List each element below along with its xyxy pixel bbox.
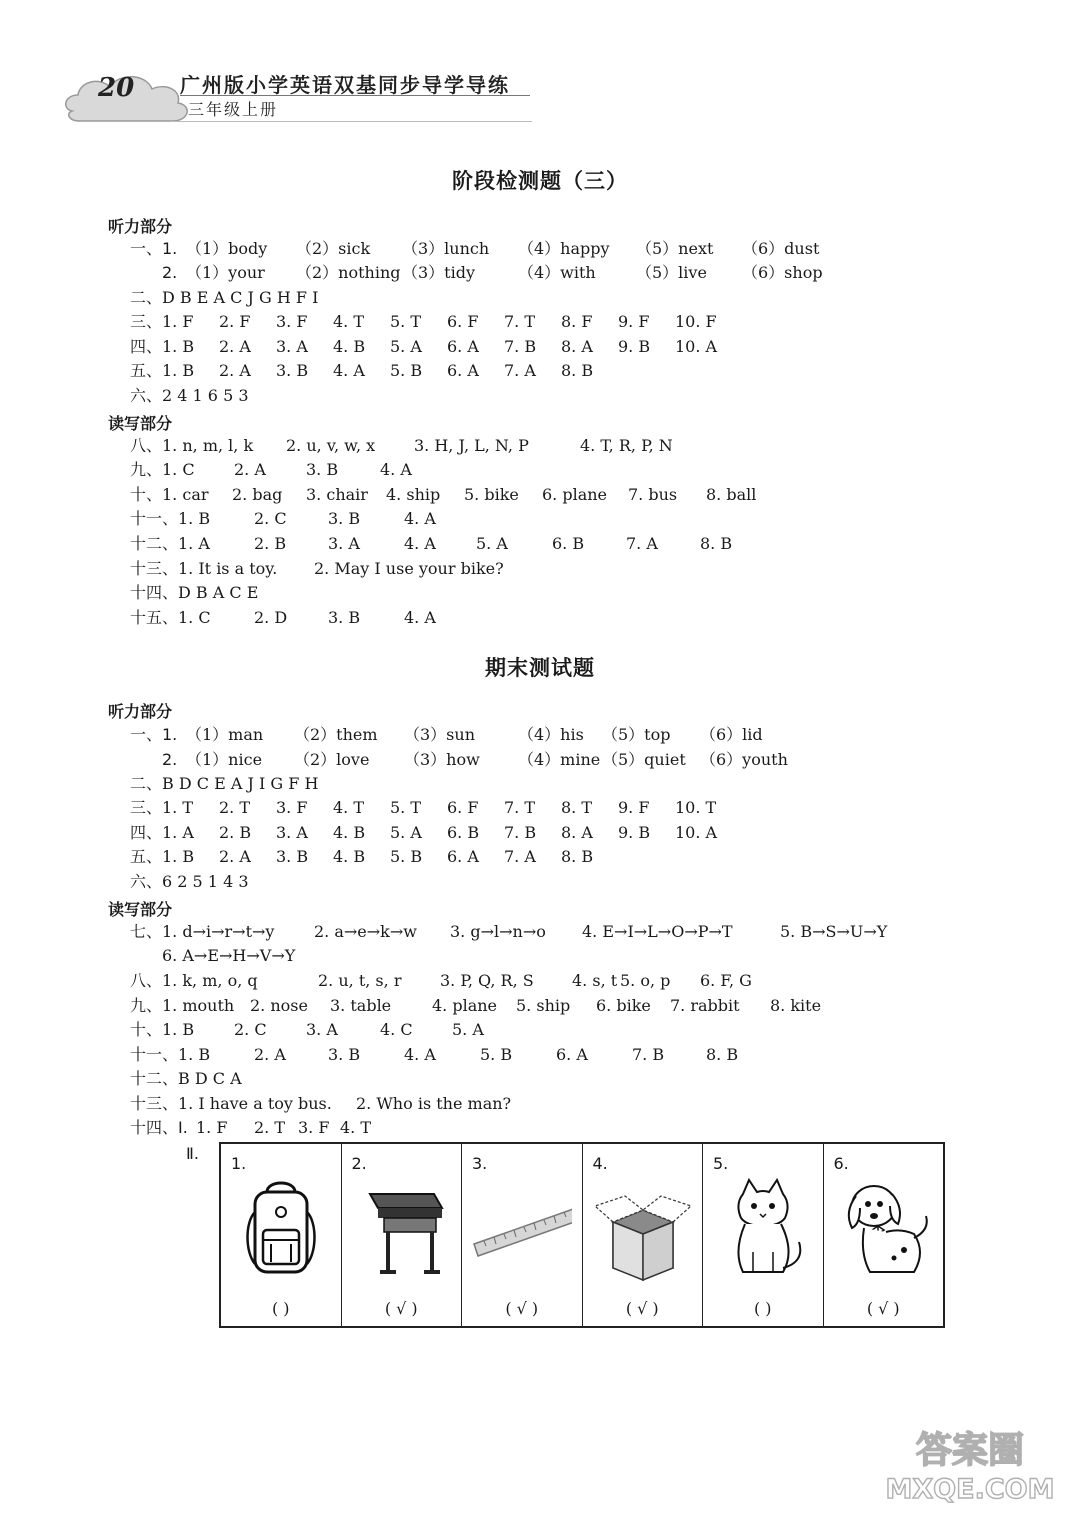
answer-item: 1. F: [196, 1118, 228, 1137]
check-mark: ( ): [271, 1299, 290, 1318]
answer-line: [0, 724, 1080, 746]
answer-item: 2. B: [254, 534, 287, 553]
answer-line: [0, 921, 1080, 943]
answer-item: 7. rabbit: [670, 996, 740, 1015]
check-mark: ( ): [753, 1299, 772, 1318]
answer-item: 9. B: [618, 337, 651, 356]
answer-item: 8. B: [561, 847, 594, 866]
final-listening-label: 听力部分: [108, 702, 173, 721]
answer-item: 1. C: [162, 460, 195, 479]
answer-item: 2. A: [254, 1045, 286, 1064]
answer-item: 2. May I use your bike?: [314, 559, 504, 578]
answer-item: 7. A: [504, 361, 536, 380]
answer-item: 1. B: [162, 847, 195, 866]
watermark-logo: [880, 1416, 1060, 1506]
answer-item: （1）your: [186, 263, 265, 282]
answer-line: [0, 797, 1080, 819]
picture-number: 3.: [472, 1154, 488, 1173]
answer-item: 1. B: [178, 509, 211, 528]
question-label: 十四、: [130, 583, 179, 602]
answer-line: [0, 336, 1080, 358]
answer-item: （1）nice: [186, 750, 263, 769]
answer-item: 6. bike: [596, 996, 651, 1015]
question-label: 四、: [130, 337, 163, 356]
answer-line: [0, 995, 1080, 1017]
question-label: 十一、: [130, 509, 179, 528]
answer-item: （6）youth: [700, 750, 788, 769]
answer-line: [0, 360, 1080, 382]
answer-item: （6）dust: [742, 239, 820, 258]
stage-reading-label: 读写部分: [108, 414, 173, 433]
check-mark: ( √ ): [505, 1299, 539, 1318]
question-label: 十三、: [130, 1094, 179, 1113]
answer-item: （4）mine: [518, 750, 601, 769]
answer-item: （3）how: [404, 750, 480, 769]
answer-line: [0, 1117, 1080, 1139]
answer-line: [0, 508, 1080, 530]
answer-item: 2. C: [234, 1020, 267, 1039]
answer-item: 8. kite: [770, 996, 822, 1015]
answer-item: 4. A: [380, 460, 412, 479]
question-label: 八、: [130, 436, 163, 455]
answer-line: [0, 459, 1080, 481]
page-number: 20: [98, 73, 135, 103]
final-reading-label: 读写部分: [108, 900, 173, 919]
answer-item: 5. T: [390, 312, 422, 331]
answer-line: [0, 822, 1080, 844]
answer-line: [0, 558, 1080, 580]
question-label: 十、: [130, 1020, 163, 1039]
book-subtitle: 三年级上册: [188, 100, 279, 119]
watermark-bottom: MXQE.COM: [885, 1474, 1055, 1505]
picture-cell: [583, 1144, 704, 1326]
answer-item: 2. A: [219, 847, 251, 866]
answer-line: [0, 871, 1080, 893]
answer-item: （1）body: [186, 239, 268, 258]
answer-item: 2 4 1 6 5 3: [162, 386, 249, 405]
answer-item: 4. T: [340, 1118, 372, 1137]
desk-icon: [352, 1172, 452, 1282]
question-label: 十四、Ⅰ.: [130, 1118, 188, 1137]
stage-test-title: 阶段检测题（三）: [452, 169, 628, 193]
answer-item: D B A C E: [178, 583, 259, 602]
answer-item: 1. I have a toy bus.: [178, 1094, 332, 1113]
answer-item: 7. A: [504, 847, 536, 866]
answer-item: 3. g→l→n→o: [450, 922, 546, 941]
answer-item: 3. B: [328, 509, 361, 528]
answer-item: 3. P, Q, R, S: [440, 971, 534, 990]
answer-item: （3）lunch: [402, 239, 490, 258]
answer-line: [0, 749, 1080, 771]
answer-item: 5. B: [480, 1045, 513, 1064]
answer-line: [0, 385, 1080, 407]
answer-item: （4）happy: [518, 239, 610, 258]
question-label: 四、: [130, 823, 163, 842]
answer-item: 6. F, G: [700, 971, 752, 990]
check-mark: ( √ ): [866, 1299, 900, 1318]
answer-item: 3. B: [328, 1045, 361, 1064]
answer-item: 4. B: [333, 847, 366, 866]
question-label: 五、: [130, 847, 163, 866]
question-label: 六、: [130, 386, 163, 405]
question-label: 十二、: [130, 534, 179, 553]
box-icon: [593, 1172, 693, 1282]
answer-item: 8. ball: [706, 485, 757, 504]
answer-item: 1. It is a toy.: [178, 559, 278, 578]
answer-item: （2）sick: [296, 239, 371, 258]
dog-icon: [834, 1172, 934, 1282]
answer-line: [0, 262, 1080, 284]
answer-item: （2）nothing: [296, 263, 401, 282]
answer-item: 3. F: [276, 798, 308, 817]
answer-item: 2. u, v, w, x: [286, 436, 376, 455]
picture-cell: [824, 1144, 944, 1326]
answer-item: 4. B: [333, 823, 366, 842]
answer-item: 8. F: [561, 312, 593, 331]
question-label: 二、: [130, 288, 163, 307]
answer-item: 4. C: [380, 1020, 413, 1039]
question-label: 十、: [130, 485, 163, 504]
cat-icon: [713, 1172, 813, 1282]
answer-item: 6. B: [552, 534, 585, 553]
answer-line: [0, 238, 1080, 260]
answer-item: 1. B: [162, 337, 195, 356]
answer-item: 5. B: [390, 847, 423, 866]
answer-item: （3）tidy: [402, 263, 476, 282]
answer-item: 6. F: [447, 312, 479, 331]
answer-item: 9. F: [618, 312, 650, 331]
answer-line: [0, 1068, 1080, 1090]
answer-item: 2. T: [219, 798, 251, 817]
question-label: 七、: [130, 922, 163, 941]
answer-item: 4. B: [333, 337, 366, 356]
picture-cell: [221, 1144, 342, 1326]
question-label: 九、: [130, 996, 163, 1015]
answer-line: [0, 311, 1080, 333]
answer-line: [0, 435, 1080, 457]
answer-item: 2. bag: [232, 485, 283, 504]
answer-item: 4. A: [333, 361, 365, 380]
answer-item: 7. B: [504, 823, 537, 842]
answer-item: 6. plane: [542, 485, 608, 504]
picture-cell: [703, 1144, 824, 1326]
answer-item: （3）sun: [404, 725, 476, 744]
answer-item: D B E A C J G H F I: [162, 288, 319, 307]
picture-number: 4.: [592, 1154, 608, 1173]
answer-item: 1. B: [178, 1045, 211, 1064]
answer-item: 8. A: [561, 823, 593, 842]
watermark-top: 答案圈: [915, 1430, 1025, 1471]
answer-line: [0, 484, 1080, 506]
answer-item: 9. B: [618, 823, 651, 842]
answer-item: 4. A: [404, 608, 436, 627]
answer-item: 1. n, m, l, k: [162, 436, 254, 455]
answer-item: 6. A: [447, 847, 479, 866]
picture-number: 6.: [833, 1154, 849, 1173]
answer-item: B D C E A J I G F H: [162, 774, 319, 793]
answer-item: 6. A→E→H→V→Y: [162, 946, 296, 965]
answer-item: 9. F: [618, 798, 650, 817]
backpack-icon: [231, 1172, 331, 1282]
answer-item: 1. car: [162, 485, 209, 504]
answer-item: 2. T: [254, 1118, 286, 1137]
answer-item: 6 2 5 1 4 3: [162, 872, 249, 891]
answer-item: 5. bike: [464, 485, 519, 504]
answer-item: 10. A: [675, 823, 718, 842]
answer-item: （6）lid: [700, 725, 763, 744]
question-label: 十一、: [130, 1045, 179, 1064]
answer-item: （4）his: [518, 725, 584, 744]
answer-item: 5. B: [390, 361, 423, 380]
answer-line: [0, 773, 1080, 795]
answer-item: 2. u, t, s, r: [318, 971, 402, 990]
picture-number: 2.: [351, 1154, 367, 1173]
answer-item: 3. B: [276, 361, 309, 380]
answer-item: 4. A: [404, 509, 436, 528]
answer-item: 8. B: [561, 361, 594, 380]
answer-item: 2. nose: [250, 996, 308, 1015]
answer-line: [0, 533, 1080, 555]
answer-item: 7. B: [504, 337, 537, 356]
answer-item: 5. A: [476, 534, 508, 553]
answer-item: 1. A: [162, 823, 194, 842]
question-label: 三、: [130, 312, 163, 331]
answer-item: 3. F: [298, 1118, 330, 1137]
answer-item: （5）quiet: [602, 750, 686, 769]
answer-line: [0, 1044, 1080, 1066]
answer-item: （1）man: [186, 725, 264, 744]
answer-item: 3. A: [328, 534, 360, 553]
answer-item: 3. chair: [306, 485, 368, 504]
answer-line: [0, 607, 1080, 629]
answer-item: 1. F: [162, 312, 194, 331]
answer-item: 2. A: [219, 337, 251, 356]
answer-item: 8. B: [706, 1045, 739, 1064]
answer-line: [0, 970, 1080, 992]
answer-item: 5. A: [390, 337, 422, 356]
picture-number: 1.: [231, 1154, 247, 1173]
question-label: 2.: [162, 263, 178, 282]
answer-item: 2. a→e→k→w: [314, 922, 417, 941]
answer-item: 4. A: [404, 534, 436, 553]
answer-item: 6. F: [447, 798, 479, 817]
answer-item: 1. d→i→r→t→y: [162, 922, 275, 941]
answer-item: 6. A: [447, 337, 479, 356]
answer-line: [0, 1093, 1080, 1115]
answer-item: 1. mouth: [162, 996, 235, 1015]
answer-item: 10. F: [675, 312, 717, 331]
answer-item: 2. C: [254, 509, 287, 528]
answer-item: 2. A: [219, 361, 251, 380]
answer-line: [0, 287, 1080, 309]
question-label: 一、1.: [130, 725, 178, 744]
answer-item: 1. T: [162, 798, 194, 817]
answer-item: 2. F: [219, 312, 251, 331]
question-label: 三、: [130, 798, 163, 817]
answer-item: 7. A: [626, 534, 658, 553]
check-mark: ( √ ): [384, 1299, 418, 1318]
answer-item: 4. T, R, P, N: [580, 436, 673, 455]
stage-listening-label: 听力部分: [108, 217, 173, 236]
answer-item: 3. B: [328, 608, 361, 627]
answer-item: 4. ship: [386, 485, 441, 504]
answer-item: 4. s, t: [572, 971, 618, 990]
answer-item: 6. A: [556, 1045, 588, 1064]
answer-item: 8. B: [700, 534, 733, 553]
question-label: 十五、: [130, 608, 179, 627]
picture-cell: [342, 1144, 463, 1326]
question-label: 十三、: [130, 559, 179, 578]
answer-item: 1. B: [162, 1020, 195, 1039]
answer-item: 5. B→S→U→Y: [780, 922, 888, 941]
picture-table: [219, 1142, 945, 1328]
answer-item: （6）shop: [742, 263, 823, 282]
answer-item: 7. T: [504, 798, 536, 817]
picture-cell: [462, 1144, 583, 1326]
answer-item: 10. T: [675, 798, 717, 817]
answer-item: 1. B: [162, 361, 195, 380]
answer-line: [0, 846, 1080, 868]
answer-item: 3. F: [276, 312, 308, 331]
answer-item: 2. Who is the man?: [356, 1094, 512, 1113]
answer-item: 5. A: [452, 1020, 484, 1039]
answer-item: （4）with: [518, 263, 596, 282]
answer-item: （5）live: [636, 263, 707, 282]
question-label: 二、: [130, 774, 163, 793]
answer-item: 4. T: [333, 312, 365, 331]
answer-item: 5. A: [390, 823, 422, 842]
answer-item: 6. A: [447, 361, 479, 380]
answer-item: 8. T: [561, 798, 593, 817]
header-underline: [170, 121, 532, 122]
answer-item: 3. table: [330, 996, 392, 1015]
answer-line: [0, 1019, 1080, 1041]
answer-item: 5. o, p: [620, 971, 671, 990]
question-label: 一、1.: [130, 239, 178, 258]
answer-item: B D C A: [178, 1069, 242, 1088]
answer-item: 1. k, m, o, q: [162, 971, 258, 990]
answer-item: 2. D: [254, 608, 288, 627]
answer-item: 7. T: [504, 312, 536, 331]
book-title: 广州版小学英语双基同步导学导练: [180, 73, 510, 97]
answer-item: 2. A: [234, 460, 266, 479]
answer-item: 3. A: [276, 823, 308, 842]
answer-line: [0, 945, 1080, 967]
answer-item: 3. A: [276, 337, 308, 356]
question-label: 九、: [130, 460, 163, 479]
final-test-title: 期末测试题: [485, 656, 595, 680]
question-label: 五、: [130, 361, 163, 380]
answer-item: （2）love: [294, 750, 370, 769]
header-divider: [180, 95, 530, 96]
answer-item: 4. T: [333, 798, 365, 817]
answer-item: 4. E→I→L→O→P→T: [582, 922, 733, 941]
answer-item: （5）next: [636, 239, 714, 258]
answer-item: 3. H, J, L, N, P: [414, 436, 529, 455]
question-label: 2.: [162, 750, 178, 769]
answer-item: 3. A: [306, 1020, 338, 1039]
answer-item: 7. bus: [628, 485, 678, 504]
answer-item: 1. C: [178, 608, 211, 627]
answer-item: 6. B: [447, 823, 480, 842]
answer-item: 4. plane: [432, 996, 498, 1015]
answer-item: 4. A: [404, 1045, 436, 1064]
check-mark: ( √ ): [625, 1299, 659, 1318]
ruler-icon: [472, 1172, 572, 1282]
answer-item: 10. A: [675, 337, 718, 356]
answer-item: 7. B: [632, 1045, 665, 1064]
answer-item: 5. T: [390, 798, 422, 817]
answer-item: 1. A: [178, 534, 210, 553]
page-header: [60, 55, 540, 135]
question-label: 八、: [130, 971, 163, 990]
answer-item: 3. B: [276, 847, 309, 866]
answer-item: （5）top: [602, 725, 671, 744]
answer-item: 2. B: [219, 823, 252, 842]
question-label: 六、: [130, 872, 163, 891]
answer-item: （2）them: [294, 725, 378, 744]
question-label: 十二、: [130, 1069, 179, 1088]
answer-item: 5. ship: [516, 996, 571, 1015]
answer-item: 3. B: [306, 460, 339, 479]
picture-number: 5.: [713, 1154, 729, 1173]
answer-item: 8. A: [561, 337, 593, 356]
answer-line: [0, 582, 1080, 604]
